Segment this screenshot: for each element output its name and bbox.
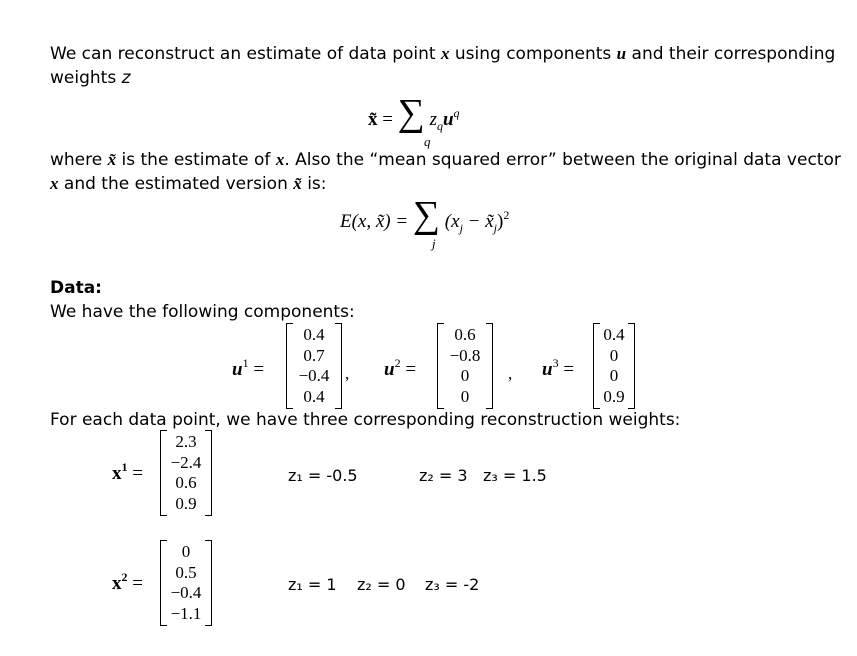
para2-text: and the estimated version <box>63 174 288 194</box>
x1-weight-z1: z₁ = -0.5 <box>288 466 358 485</box>
x2-weight-z1: z₁ = 1 <box>288 575 337 594</box>
matrix-cell: 0.9 <box>603 387 625 406</box>
para2-text: where <box>50 150 103 170</box>
eq2-term: (x <box>444 211 460 232</box>
x1-symbol: x <box>112 463 122 484</box>
symbol-z: z <box>121 68 131 88</box>
eq1-u-sup: q <box>453 106 460 120</box>
matrix-cell: 0.4 <box>303 325 325 344</box>
u1-matrix <box>286 323 342 409</box>
eq1-sum-index: q <box>424 134 431 149</box>
u2-comma: , <box>508 364 513 383</box>
symbol-x-tilde: x̃ <box>293 174 302 193</box>
x1-weight-z3: z₃ = 1.5 <box>483 466 547 485</box>
x2-matrix <box>160 540 212 626</box>
x2-label <box>112 570 143 595</box>
eq2-lhs: E(x, x̃) = <box>340 211 409 232</box>
u3-label <box>542 356 574 381</box>
x2-symbol: x <box>112 573 122 594</box>
u1-label <box>232 356 264 381</box>
intro-text: and their corresponding <box>631 44 836 64</box>
u1-equals: = <box>253 359 265 380</box>
eq1-z: z <box>429 109 437 130</box>
matrix-cell: 2.3 <box>175 432 197 451</box>
eq2-minus-term: − x̃ <box>462 211 494 232</box>
matrix-cell: 0.4 <box>303 387 325 406</box>
eq2-power: 2 <box>503 208 510 222</box>
x2-weight-z2: z₂ = 0 <box>357 575 406 594</box>
x1-equals: = <box>132 463 143 484</box>
matrix-cell: 0.9 <box>175 494 197 513</box>
matrix-cell: −0.4 <box>298 366 330 385</box>
eq2-sum-index: j <box>432 236 436 251</box>
symbol-u: u <box>616 44 627 63</box>
intro-text: using components <box>454 44 612 64</box>
matrix-cell: 0.5 <box>175 563 197 582</box>
eq2-close-paren: ) <box>497 211 504 232</box>
matrix-cell: 0 <box>609 346 619 365</box>
matrix-cell: −2.4 <box>170 453 202 472</box>
para2-text: . Also the “mean squared error” between the original data vector <box>284 150 841 170</box>
u1-comma: , <box>345 364 350 383</box>
matrix-cell: 0.6 <box>175 473 197 492</box>
para2-text: is: <box>307 174 327 194</box>
para2-line-1 <box>50 148 841 172</box>
matrix-cell: 0.7 <box>303 346 325 365</box>
x1-matrix <box>160 430 212 516</box>
matrix-cell: 0.4 <box>603 325 625 344</box>
reconstruction-equation <box>368 94 460 134</box>
para2-text: is the estimate of <box>121 150 271 170</box>
matrix-cell: 0 <box>609 366 619 385</box>
u3-symbol: u <box>542 359 553 380</box>
intro-line-2 <box>50 66 131 90</box>
matrix-cell: −0.8 <box>449 346 481 365</box>
x2-equals: = <box>132 573 143 594</box>
matrix-cell: 0 <box>460 387 470 406</box>
x2-sup: 2 <box>121 570 128 584</box>
eq1-lhs: x̃ <box>368 109 378 130</box>
matrix-cell: 0 <box>460 366 470 385</box>
u2-symbol: u <box>384 359 395 380</box>
u2-label <box>384 356 416 381</box>
x1-label <box>112 460 143 485</box>
symbol-x: x <box>440 44 450 63</box>
u2-matrix <box>437 323 493 409</box>
u3-matrix <box>593 323 635 409</box>
x1-weight-z2: z₂ = 3 <box>419 466 468 485</box>
x1-sup: 1 <box>121 460 128 474</box>
symbol-x: x <box>50 174 59 193</box>
symbol-x-tilde: x̃ <box>107 150 117 169</box>
u2-sup: 2 <box>394 356 401 370</box>
u1-symbol: u <box>232 359 243 380</box>
intro-text: We can reconstruct an estimate of data point <box>50 44 436 64</box>
x2-weight-z3: z₃ = -2 <box>425 575 480 594</box>
eq1-u: u <box>442 109 454 130</box>
components-intro: We have the following components: <box>50 302 355 322</box>
mse-equation <box>340 196 509 236</box>
eq2-sum-sign: ∑ <box>412 194 441 236</box>
u3-equals: = <box>563 359 575 380</box>
u3-sup: 3 <box>552 356 559 370</box>
matrix-cell: −1.1 <box>170 604 202 623</box>
u1-sup: 1 <box>242 356 249 370</box>
u2-equals: = <box>405 359 417 380</box>
eq2-sub-j2: j <box>493 221 498 235</box>
intro-text: weights <box>50 68 117 88</box>
matrix-cell: 0.6 <box>454 325 476 344</box>
para2-line-2 <box>50 172 327 196</box>
weights-intro: For each data point, we have three corresponding reconstruction weights: <box>50 410 681 430</box>
eq1-equals: = <box>382 109 393 130</box>
data-heading: Data: <box>50 278 102 298</box>
matrix-cell: 0 <box>181 542 191 561</box>
eq1-sum-sign: ∑ <box>397 92 425 134</box>
matrix-cell: −0.4 <box>170 583 202 602</box>
symbol-x: x <box>275 150 285 169</box>
eq2-sub-j: j <box>459 221 463 235</box>
eq1-z-sub: q <box>436 119 443 133</box>
intro-line-1 <box>50 42 835 66</box>
